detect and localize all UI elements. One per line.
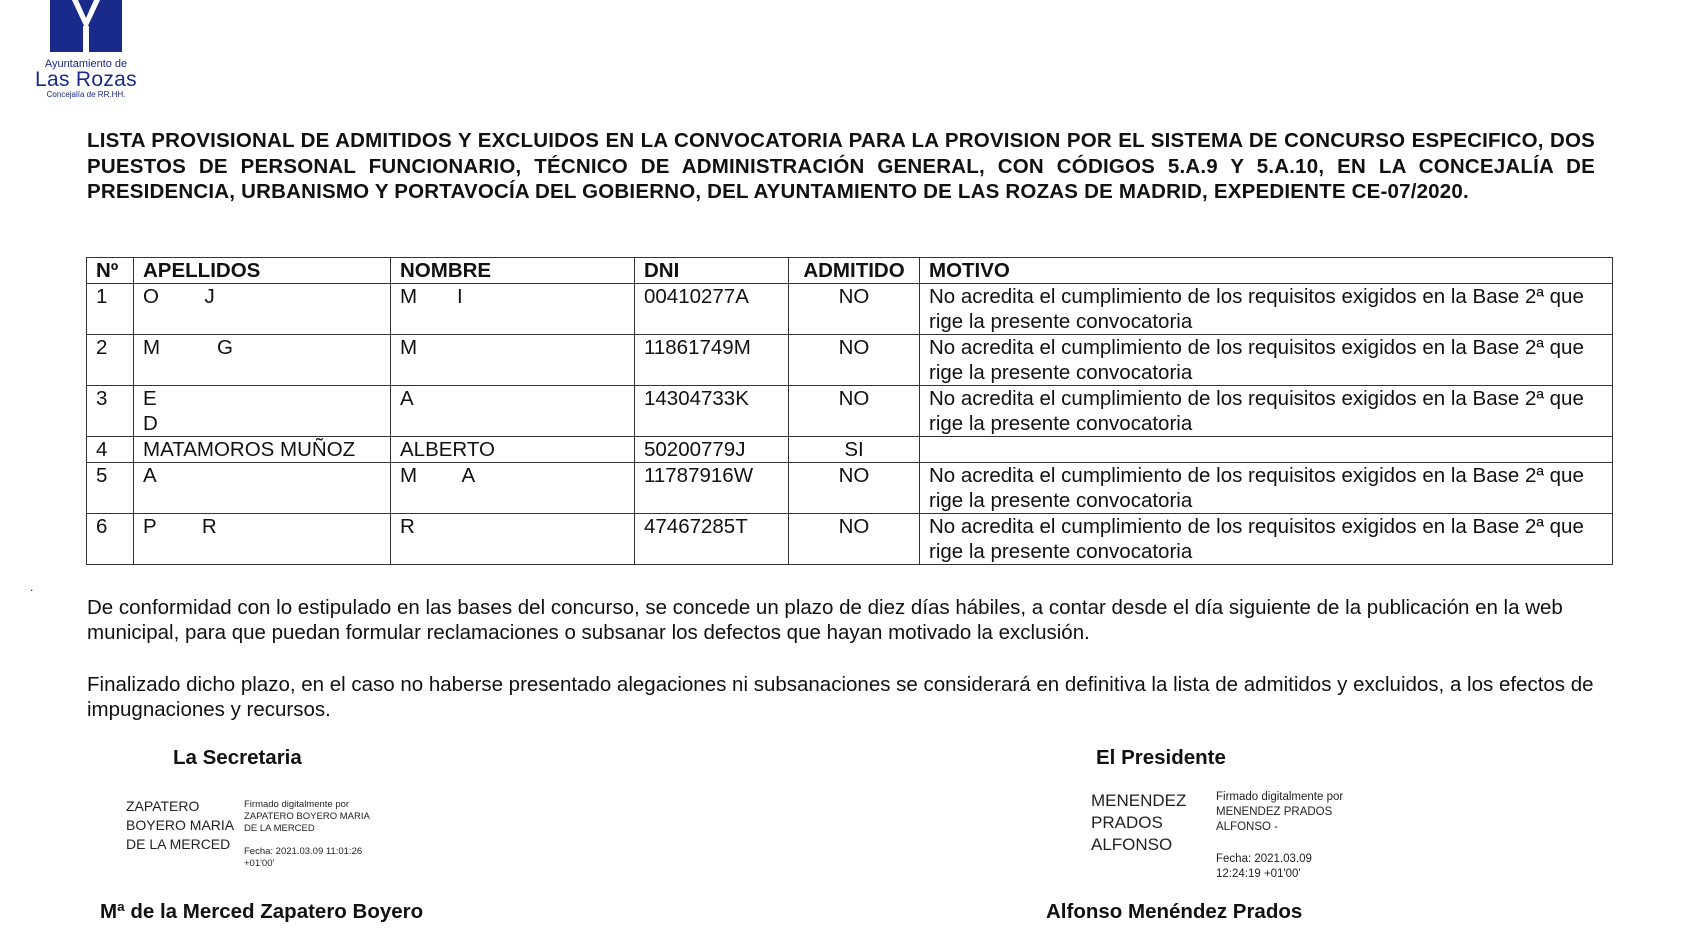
cell-apellidos: M G	[134, 335, 391, 386]
signature-role-right: El Presidente	[1096, 746, 1226, 769]
cell-dni: 14304733K	[635, 386, 789, 437]
cell-apellidos: A	[134, 463, 391, 514]
cell-nombre: ALBERTO	[391, 437, 635, 463]
header-apellidos: APELLIDOS	[134, 258, 391, 284]
cell-motivo: No acredita el cumplimiento de los requisitos exigidos en la Base 2ª que rige la presente convocatoria	[920, 463, 1613, 514]
document-title: LISTA PROVISIONAL DE ADMITIDOS Y EXCLUIDOS EN LA CONVOCATORIA PARA LA PROVISION POR EL SISTEMA DE CONCURSO ESPECIFICO, DOS PUESTOS DE PERSONAL FUNCIONARIO, TÉCNICO DE ADMINISTRACIÓN GENERAL, CON CÓDIGOS 5.A.9 Y 5.A.10, EN LA CONCEJALÍA DE PRESIDENCIA, URBANISMO Y PORTAVOCÍA DEL GOBIERNO, DEL AYUNTAMIENTO DE LAS ROZAS DE MADRID, EXPEDIENTE CE-07/2020.	[87, 129, 1595, 203]
cell-number: 3	[87, 386, 134, 437]
header-dni: DNI	[635, 258, 789, 284]
digital-stamp-date-left: Fecha: 2021.03.09 11:01:26 +01'00'	[244, 846, 363, 869]
digital-stamp-date-right: Fecha: 2021.03.09 12:24:19 +01'00'	[1216, 853, 1312, 880]
logo-line-1: Ayuntamiento de	[44, 58, 128, 70]
table-row	[87, 463, 1613, 514]
cell-admitido: NO	[789, 386, 920, 437]
signatory-name-right: Alfonso Menéndez Prados	[1046, 900, 1303, 923]
cell-apellidos: E D	[134, 386, 391, 437]
cell-number: 1	[87, 284, 134, 335]
cell-dni: 11787916W	[635, 463, 789, 514]
cell-admitido: SI	[789, 437, 920, 463]
table-row	[87, 514, 1613, 565]
cell-motivo: No acredita el cumplimiento de los requisitos exigidos en la Base 2ª que rige la presente convocatoria	[920, 335, 1613, 386]
header-admitido: ADMITIDO	[789, 258, 920, 284]
table-header-row	[87, 258, 1613, 284]
paragraph-finalizado: Finalizado dicho plazo, en el caso no haberse presentado alegaciones ni subsanaciones se considerará en definitiva la lista de admitidos y excluidos, a los efectos de impugnaciones y recursos.	[87, 673, 1594, 721]
cell-motivo: No acredita el cumplimiento de los requisitos exigidos en la Base 2ª que rige la presente convocatoria	[920, 386, 1613, 437]
cell-number: 6	[87, 514, 134, 565]
logo-line-2: Las Rozas	[35, 68, 137, 91]
digital-stamp-detail-right: Firmado digitalmente por MENENDEZ PRADOS ALFONSO -	[1216, 791, 1344, 833]
header-nombre: NOMBRE	[391, 258, 635, 284]
cell-motivo: No acredita el cumplimiento de los requisitos exigidos en la Base 2ª que rige la presente convocatoria	[920, 284, 1613, 335]
stray-mark: .	[30, 580, 34, 594]
header-number: Nº	[87, 258, 134, 284]
cell-apellidos: O J	[134, 284, 391, 335]
cell-number: 5	[87, 463, 134, 514]
signatory-name-left: Mª de la Merced Zapatero Boyero	[100, 900, 424, 923]
digital-stamp-name-right: MENENDEZ PRADOS ALFONSO	[1091, 791, 1187, 854]
las-rozas-emblem-icon	[34, 0, 138, 52]
digital-stamp-detail-left: Firmado digitalmente por ZAPATERO BOYERO MARIA DE LA MERCED	[244, 799, 370, 834]
signature-role-left: La Secretaria	[173, 746, 302, 769]
ayuntamiento-logo	[26, 0, 146, 100]
cell-dni: 11861749M	[635, 335, 789, 386]
table-row	[87, 284, 1613, 335]
cell-admitido: NO	[789, 463, 920, 514]
cell-nombre: M	[391, 335, 635, 386]
cell-motivo: No acredita el cumplimiento de los requisitos exigidos en la Base 2ª que rige la presente convocatoria	[920, 514, 1613, 565]
cell-nombre: M A	[391, 463, 635, 514]
cell-admitido: NO	[789, 284, 920, 335]
cell-dni: 00410277A	[635, 284, 789, 335]
cell-apellidos: P R	[134, 514, 391, 565]
logo-line-3: Concejalía de RR.HH.	[46, 90, 126, 99]
cell-admitido: NO	[789, 514, 920, 565]
cell-admitido: NO	[789, 335, 920, 386]
cell-nombre: A	[391, 386, 635, 437]
digital-stamp-name-left: ZAPATERO BOYERO MARIA DE LA MERCED	[126, 798, 235, 852]
cell-number: 2	[87, 335, 134, 386]
cell-motivo	[920, 437, 1613, 463]
cell-nombre: R	[391, 514, 635, 565]
candidates-table	[86, 257, 1613, 565]
cell-nombre: M I	[391, 284, 635, 335]
header-motivo: MOTIVO	[920, 258, 1613, 284]
cell-dni: 50200779J	[635, 437, 789, 463]
table-row	[87, 437, 1613, 463]
table-row	[87, 386, 1613, 437]
paragraph-plazo: De conformidad con lo estipulado en las bases del concurso, se concede un plazo de diez días hábiles, a contar desde el día siguiente de la publicación en la web municipal, para que puedan formular reclamaciones o subsanar los defectos que hayan motivado la exclusión.	[87, 596, 1563, 644]
table-row	[87, 335, 1613, 386]
cell-dni: 47467285T	[635, 514, 789, 565]
cell-number: 4	[87, 437, 134, 463]
cell-apellidos: MATAMOROS MUÑOZ	[134, 437, 391, 463]
